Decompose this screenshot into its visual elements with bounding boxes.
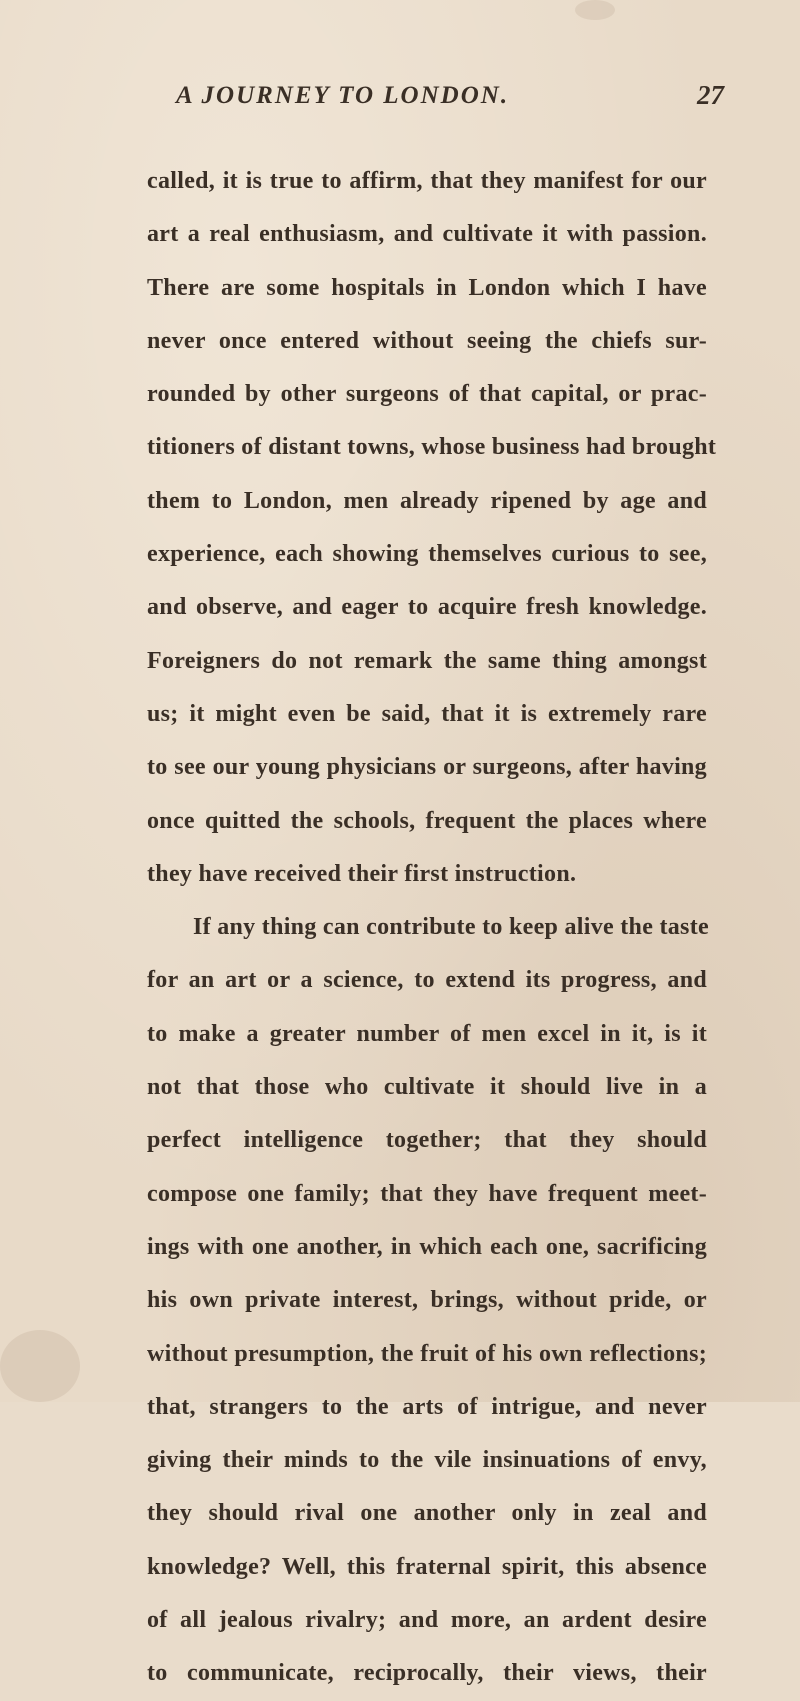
text-line: perfect intelligence together; that they should <box>147 1127 707 1154</box>
page-number: 27 <box>697 80 724 110</box>
text-line: to see our young physicians or surgeons, after having <box>147 754 707 781</box>
text-line: once quitted the schools, frequent the places where <box>147 807 707 834</box>
text-line: for an art or a science, to extend its progress, and <box>147 967 707 994</box>
text-line: that, strangers to the arts of intrigue, and never <box>147 1393 707 1420</box>
running-head <box>0 82 800 122</box>
running-title: A JOURNEY TO LONDON. <box>176 82 510 109</box>
text-line: knowledge? Well, this fraternal spirit, this absence <box>147 1553 707 1580</box>
text-line: us; it might even be said, that it is extremely rare <box>147 700 707 727</box>
text-line: Foreigners do not remark the same thing amongst <box>147 647 707 674</box>
text-line: compose one family; that they have frequent meet- <box>147 1180 707 1207</box>
body-text <box>147 155 717 1701</box>
text-line: of all jealous rivalry; and more, an ardent desire <box>147 1607 707 1634</box>
text-line: art a real enthusiasm, and cultivate it with passion. <box>147 221 707 248</box>
text-line: not that those who cultivate it should live in a <box>147 1074 707 1101</box>
paper-stain <box>0 1330 80 1402</box>
text-line: his own private interest, brings, without pride, or <box>147 1287 707 1314</box>
text-line: called, it is true to affirm, that they manifest for our <box>147 168 707 194</box>
text-line: without presumption, the fruit of his own reflections; <box>147 1340 707 1367</box>
text-line: they should rival one another only in zeal and <box>147 1500 707 1527</box>
text-line: rounded by other surgeons of that capital, or prac- <box>147 381 707 408</box>
paragraph-first-line: If any thing can contribute to keep alive the taste <box>193 914 709 941</box>
text-line: them to London, men already ripened by age and <box>147 487 707 514</box>
paper-stain <box>575 0 615 20</box>
text-line: There are some hospitals in London which I have <box>147 274 707 301</box>
text-line: they have received their first instruction. <box>147 860 577 887</box>
text-line: to communicate, reciprocally, their views, their <box>147 1660 707 1687</box>
text-line: never once entered without seeing the chiefs sur- <box>147 327 707 354</box>
text-line: titioners of distant towns, whose business had brought <box>147 434 717 461</box>
text-line: to make a greater number of men excel in it, is it <box>147 1020 707 1047</box>
text-line: and observe, and eager to acquire fresh knowledge. <box>147 594 707 621</box>
text-line: giving their minds to the vile insinuations of envy, <box>147 1447 707 1474</box>
text-line: experience, each showing themselves curious to see, <box>147 541 707 568</box>
text-line: ings with one another, in which each one, sacrificing <box>147 1233 707 1260</box>
